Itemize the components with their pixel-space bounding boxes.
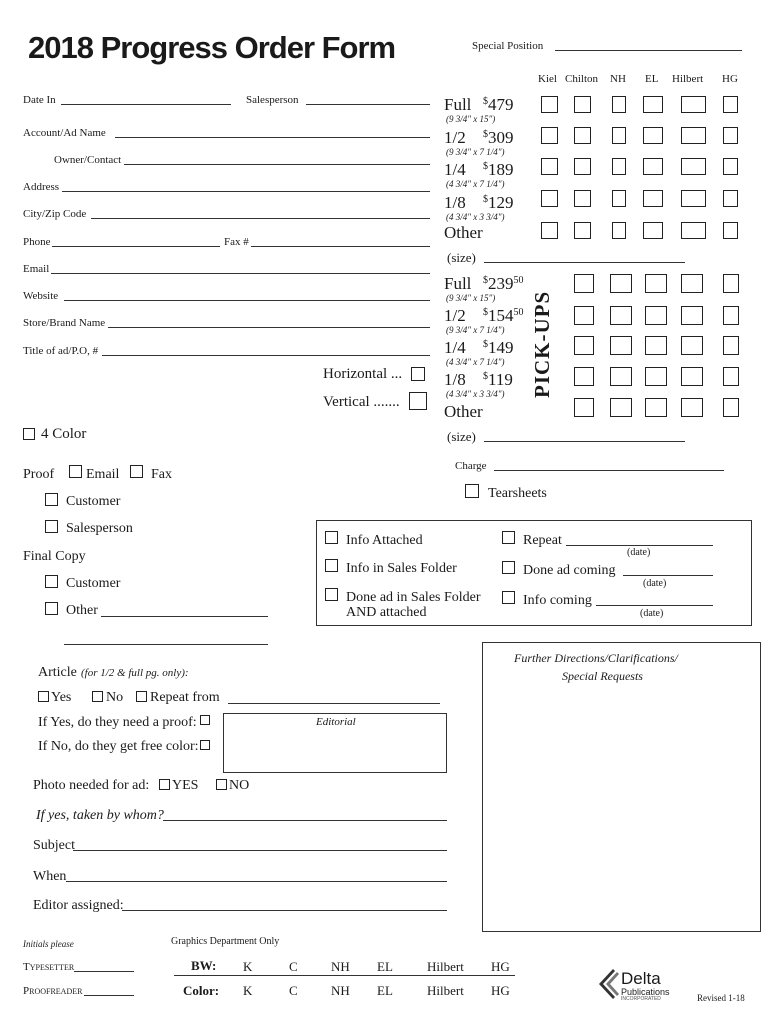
- title-ad-label: Title of ad/P.O, #: [23, 345, 99, 357]
- article-note: (for 1/2 & full pg. only):: [81, 667, 189, 679]
- main-checkbox-r1-chilton[interactable]: [574, 127, 591, 144]
- tearsheets-checkbox[interactable]: [465, 484, 479, 498]
- final-copy-label: Final Copy: [23, 549, 86, 564]
- pickup-size-2: 1/4: [444, 338, 466, 357]
- pickup-price-cents-0: 50: [513, 275, 524, 286]
- pickup-price-amount-3: 119: [488, 370, 513, 389]
- pickup-checkbox-r1-kiel[interactable]: [574, 306, 594, 325]
- title-ad-field[interactable]: [102, 355, 430, 356]
- proofreader-label: Proofreader: [23, 985, 83, 997]
- pickup-checkbox-r2-kiel[interactable]: [574, 336, 594, 355]
- pickup-price-dollar-3: $: [483, 371, 488, 382]
- main-checkbox-r0-hilbert[interactable]: [681, 96, 706, 113]
- main-checkbox-r0-nh[interactable]: [612, 96, 626, 113]
- size-main-label: (size): [447, 250, 476, 265]
- proofreader-field[interactable]: [84, 995, 134, 996]
- subject-field[interactable]: [73, 850, 447, 851]
- main-checkbox-r1-kiel[interactable]: [541, 127, 558, 144]
- pickup-size-0: Full: [444, 274, 472, 293]
- main-checkbox-r3-chilton[interactable]: [574, 190, 591, 207]
- main-size-0: Full: [444, 95, 472, 114]
- main-checkbox-r4-hg[interactable]: [723, 222, 738, 239]
- main-size-1: 1/2: [444, 128, 466, 147]
- pickup-price-amount-0: 239: [488, 274, 514, 293]
- done-ad-coming-label: Done ad coming: [523, 563, 616, 578]
- fax-field[interactable]: [251, 246, 430, 247]
- size-main-field[interactable]: [484, 262, 685, 263]
- info-coming-date-label: (date): [640, 608, 664, 619]
- store-label: Store/Brand Name: [23, 317, 106, 329]
- main-checkbox-r2-hilbert[interactable]: [681, 158, 706, 175]
- editor-assigned-label: Editor assigned:: [33, 898, 124, 913]
- proof-salesperson-label: Salesperson: [66, 521, 133, 536]
- main-checkbox-r4-hilbert[interactable]: [681, 222, 706, 239]
- four-color-checkbox[interactable]: [23, 428, 35, 440]
- photo-yes-checkbox[interactable]: [159, 779, 170, 790]
- main-price-3: [483, 193, 514, 213]
- proof-fax-label: Fax: [151, 467, 172, 482]
- pickups-label: PICK-UPS: [530, 290, 554, 398]
- bw-col-hilbert[interactable]: Hilbert: [427, 959, 464, 974]
- final-extra-field[interactable]: [64, 644, 268, 645]
- pickup-price-3: [483, 370, 513, 390]
- done-ad-coming-field[interactable]: [623, 575, 713, 576]
- main-checkbox-r0-el[interactable]: [643, 96, 663, 113]
- photo-no-checkbox[interactable]: [216, 779, 227, 790]
- article-yes-checkbox[interactable]: [38, 691, 49, 702]
- charge-field[interactable]: [494, 470, 724, 471]
- address-field[interactable]: [62, 191, 430, 192]
- main-checkbox-r3-el[interactable]: [643, 190, 663, 207]
- pickup-checkbox-r2-hilbert[interactable]: [723, 336, 739, 355]
- bw-col-hg[interactable]: HG: [491, 959, 510, 974]
- when-label: When: [33, 869, 67, 884]
- article-yes-label: Yes: [51, 690, 72, 705]
- main-size-3: 1/8: [444, 193, 466, 212]
- main-checkbox-r1-el[interactable]: [643, 127, 663, 144]
- website-label: Website: [23, 290, 59, 302]
- done-ad-folder-label-2: AND attached: [346, 605, 427, 620]
- editorial-label: Editorial: [316, 716, 356, 728]
- cityzip-label: City/Zip Code: [23, 208, 87, 220]
- main-checkbox-r3-kiel[interactable]: [541, 190, 558, 207]
- fax-label: Fax #: [224, 236, 249, 248]
- color-col-el[interactable]: EL: [377, 983, 393, 998]
- info-coming-label: Info coming: [523, 593, 592, 608]
- pickup-checkbox-r1-chilton[interactable]: [610, 306, 632, 325]
- if-yes-proof-label: If Yes, do they need a proof:: [38, 715, 197, 730]
- size-pickup-label: (size): [447, 429, 476, 444]
- main-price-amount-3: 129: [488, 193, 514, 212]
- pickup-checkbox-r3-el[interactable]: [681, 367, 703, 386]
- pickup-checkbox-r4-kiel[interactable]: [574, 398, 594, 417]
- pickup-checkbox-r3-hilbert[interactable]: [723, 367, 739, 386]
- main-checkbox-r2-el[interactable]: [643, 158, 663, 175]
- main-checkbox-r2-hg[interactable]: [723, 158, 738, 175]
- email-field[interactable]: [51, 273, 430, 274]
- article-no-checkbox[interactable]: [92, 691, 103, 702]
- pickup-checkbox-r0-nh[interactable]: [645, 274, 667, 293]
- special-position-field[interactable]: [555, 50, 742, 51]
- size-pickup-field[interactable]: [484, 441, 685, 442]
- pickup-size-3: 1/8: [444, 370, 466, 389]
- col-kiel: Kiel: [538, 73, 557, 85]
- charge-label: Charge: [455, 460, 487, 472]
- color-label: Color:: [183, 983, 220, 998]
- proof-label: Proof: [23, 467, 55, 482]
- done-ad-coming-date-label: (date): [643, 578, 667, 589]
- account-field[interactable]: [115, 137, 430, 138]
- pickup-checkbox-r4-hilbert[interactable]: [723, 398, 739, 417]
- color-col-hilbert[interactable]: Hilbert: [427, 983, 464, 998]
- pickup-price-1: [483, 306, 524, 326]
- bw-label: BW:: [191, 958, 217, 973]
- proof-email-checkbox[interactable]: [69, 465, 82, 478]
- pickup-checkbox-r3-chilton[interactable]: [610, 367, 632, 386]
- pickup-price-cents-1: 50: [513, 307, 524, 318]
- col-el: EL: [645, 73, 659, 85]
- main-checkbox-r0-chilton[interactable]: [574, 96, 591, 113]
- delta-logo-inc: INCORPORATED: [621, 996, 661, 1002]
- pickup-dims-1: (9 3/4" x 7 1/4"): [446, 325, 505, 335]
- pickup-dims-3: (4 3/4" x 3 3/4"): [446, 389, 505, 399]
- done-ad-folder-checkbox[interactable]: [325, 588, 338, 601]
- editor-assigned-field[interactable]: [122, 910, 447, 911]
- photo-no-label: NO: [229, 778, 250, 793]
- bw-col-c[interactable]: C: [289, 959, 298, 974]
- main-checkbox-r1-hg[interactable]: [723, 127, 738, 144]
- pickup-price-amount-2: 149: [488, 338, 514, 357]
- col-hilbert: Hilbert: [672, 73, 704, 85]
- final-customer-label: Customer: [66, 576, 121, 591]
- pickup-price-dollar-0: $: [483, 275, 488, 286]
- pickup-checkbox-r3-nh[interactable]: [645, 367, 667, 386]
- col-chilton: Chilton: [565, 73, 599, 85]
- main-price-dollar-2: $: [483, 161, 488, 172]
- pickup-checkbox-r1-el[interactable]: [681, 306, 703, 325]
- main-price-amount-2: 189: [488, 160, 514, 179]
- main-checkbox-r1-nh[interactable]: [612, 127, 626, 144]
- done-ad-folder-label-1: Done ad in Sales Folder: [346, 590, 481, 605]
- col-hg: HG: [722, 73, 738, 85]
- pickup-checkbox-r4-el[interactable]: [681, 398, 703, 417]
- pickup-checkbox-r0-hilbert[interactable]: [723, 274, 739, 293]
- main-price-amount-0: 479: [488, 95, 514, 114]
- main-checkbox-r4-chilton[interactable]: [574, 222, 591, 239]
- horizontal-label: Horizontal ...: [323, 366, 403, 382]
- main-checkbox-r4-el[interactable]: [643, 222, 663, 239]
- main-dims-0: (9 3/4" x 15"): [446, 114, 496, 124]
- repeat-from-label: Repeat from: [150, 690, 220, 705]
- repeat-label: Repeat: [523, 533, 562, 548]
- phone-label: Phone: [23, 236, 51, 248]
- vertical-checkbox[interactable]: [409, 392, 427, 410]
- main-checkbox-r4-kiel[interactable]: [541, 222, 558, 239]
- proof-salesperson-checkbox[interactable]: [45, 520, 58, 533]
- store-field[interactable]: [108, 327, 430, 328]
- main-checkbox-r3-nh[interactable]: [612, 190, 626, 207]
- date-in-field[interactable]: [61, 104, 231, 105]
- proof-email-label: Email: [86, 467, 120, 482]
- pickup-checkbox-r4-nh[interactable]: [645, 398, 667, 417]
- info-sales-folder-checkbox[interactable]: [325, 559, 338, 572]
- pickup-size-1: 1/2: [444, 306, 466, 325]
- main-checkbox-r2-chilton[interactable]: [574, 158, 591, 175]
- graphics-divider: [174, 975, 515, 976]
- further-directions-title-1: Further Directions/Clarifications/: [514, 651, 678, 665]
- delta-logo: [593, 966, 693, 1002]
- color-col-hg[interactable]: HG: [491, 983, 510, 998]
- delta-logo-name: Delta: [621, 969, 661, 988]
- article-label: Article: [38, 665, 77, 680]
- revised-label: Revised 1-18: [697, 993, 745, 1003]
- account-label: Account/Ad Name: [23, 127, 106, 139]
- color-col-k[interactable]: K: [243, 983, 253, 998]
- repeat-date-field[interactable]: [566, 545, 713, 546]
- main-checkbox-r3-hg[interactable]: [723, 190, 738, 207]
- website-field[interactable]: [64, 300, 430, 301]
- special-position-label: Special Position: [472, 40, 544, 52]
- pickup-dims-2: (4 3/4" x 7 1/4"): [446, 357, 505, 367]
- salesperson-label: Salesperson: [246, 94, 299, 106]
- main-price-dollar-3: $: [483, 194, 488, 205]
- repeat-checkbox[interactable]: [502, 531, 515, 544]
- bw-col-el[interactable]: EL: [377, 959, 393, 974]
- further-directions-box[interactable]: [482, 642, 761, 932]
- bw-col-k[interactable]: K: [243, 959, 253, 974]
- main-dims-2: (4 3/4" x 7 1/4"): [446, 179, 505, 189]
- pickup-dims-0: (9 3/4" x 15"): [446, 293, 496, 303]
- color-col-c[interactable]: C: [289, 983, 298, 998]
- main-price-dollar-0: $: [483, 96, 488, 107]
- final-other-checkbox[interactable]: [45, 602, 58, 615]
- bw-col-nh[interactable]: NH: [331, 959, 350, 974]
- when-field[interactable]: [66, 881, 447, 882]
- main-checkbox-r2-nh[interactable]: [612, 158, 626, 175]
- final-other-label: Other: [66, 603, 98, 618]
- main-checkbox-r0-kiel[interactable]: [541, 96, 558, 113]
- main-dims-3: (4 3/4" x 3 3/4"): [446, 212, 505, 222]
- vertical-label: Vertical .......: [323, 394, 400, 410]
- pickup-checkbox-r2-nh[interactable]: [645, 336, 667, 355]
- typesetter-label: Typesetter: [23, 961, 75, 973]
- if-yes-proof-checkbox[interactable]: [200, 715, 210, 725]
- initials-label: Initials please: [23, 939, 74, 949]
- pickup-checkbox-r3-kiel[interactable]: [574, 367, 594, 386]
- main-price-0: [483, 95, 514, 115]
- salesperson-field[interactable]: [306, 104, 430, 105]
- article-repeat-checkbox[interactable]: [136, 691, 147, 702]
- pickup-checkbox-r1-nh[interactable]: [645, 306, 667, 325]
- phone-field[interactable]: [52, 246, 220, 247]
- info-attached-checkbox[interactable]: [325, 531, 338, 544]
- delta-logo-sub: Publications: [621, 987, 670, 997]
- four-color-label: 4 Color: [41, 426, 87, 442]
- page-title: 2018 Progress Order Form: [28, 30, 396, 65]
- taken-by-field[interactable]: [163, 820, 447, 821]
- main-price-amount-1: 309: [488, 128, 514, 147]
- pickup-checkbox-r1-hilbert[interactable]: [723, 306, 739, 325]
- repeat-date-label: (date): [627, 547, 651, 558]
- final-customer-checkbox[interactable]: [45, 575, 58, 588]
- main-size-2: 1/4: [444, 160, 466, 179]
- cityzip-field[interactable]: [91, 218, 430, 219]
- main-price-2: [483, 160, 514, 180]
- main-checkbox-r0-hg[interactable]: [723, 96, 738, 113]
- main-checkbox-r2-kiel[interactable]: [541, 158, 558, 175]
- further-directions-title-2: Special Requests: [562, 669, 643, 683]
- pickup-price-amount-1: 154: [488, 306, 514, 325]
- pickup-checkbox-r4-chilton[interactable]: [610, 398, 632, 417]
- if-no-color-checkbox[interactable]: [200, 740, 210, 750]
- proof-fax-checkbox[interactable]: [130, 465, 143, 478]
- info-coming-checkbox[interactable]: [502, 591, 515, 604]
- typesetter-field[interactable]: [74, 971, 134, 972]
- main-checkbox-r4-nh[interactable]: [612, 222, 626, 239]
- info-attached-label: Info Attached: [346, 533, 423, 548]
- proof-customer-checkbox[interactable]: [45, 493, 58, 506]
- info-coming-field[interactable]: [596, 605, 713, 606]
- final-other-field[interactable]: [101, 616, 268, 617]
- proof-customer-label: Customer: [66, 494, 121, 509]
- horizontal-checkbox[interactable]: [411, 367, 425, 381]
- pickup-price-dollar-2: $: [483, 339, 488, 350]
- owner-label: Owner/Contact: [54, 154, 122, 166]
- pickup-price-0: [483, 274, 524, 294]
- col-nh: NH: [610, 73, 626, 85]
- address-label: Address: [23, 181, 60, 193]
- graphics-dept-label: Graphics Department Only: [171, 936, 280, 947]
- main-dims-1: (9 3/4" x 7 1/4"): [446, 147, 505, 157]
- photo-yes-label: YES: [172, 778, 199, 793]
- main-checkbox-r3-hilbert[interactable]: [681, 190, 706, 207]
- photo-needed-label: Photo needed for ad:: [33, 778, 150, 793]
- pickup-checkbox-r0-chilton[interactable]: [610, 274, 632, 293]
- repeat-from-field[interactable]: [228, 703, 440, 704]
- owner-field[interactable]: [124, 164, 430, 165]
- other-pickup-label: Other: [444, 402, 483, 421]
- subject-label: Subject: [33, 838, 75, 853]
- if-no-color-label: If No, do they get free color:: [38, 739, 199, 754]
- pickup-checkbox-r0-el[interactable]: [681, 274, 703, 293]
- other-main-label: Other: [444, 223, 483, 242]
- main-checkbox-r1-hilbert[interactable]: [681, 127, 706, 144]
- date-in-label: Date In: [23, 94, 56, 106]
- pickup-price-dollar-1: $: [483, 307, 488, 318]
- info-sales-folder-label: Info in Sales Folder: [346, 561, 457, 576]
- email-label: Email: [23, 263, 50, 275]
- color-col-nh[interactable]: NH: [331, 983, 350, 998]
- article-no-label: No: [106, 690, 124, 705]
- pickup-checkbox-r0-kiel[interactable]: [574, 274, 594, 293]
- pickup-price-2: [483, 338, 514, 358]
- done-ad-coming-checkbox[interactable]: [502, 561, 515, 574]
- main-price-dollar-1: $: [483, 129, 488, 140]
- main-price-1: [483, 128, 514, 148]
- pickup-checkbox-r2-chilton[interactable]: [610, 336, 632, 355]
- taken-by-label: If yes, taken by whom?: [36, 808, 164, 823]
- pickup-checkbox-r2-el[interactable]: [681, 336, 703, 355]
- delta-logo-icon: [593, 966, 621, 1002]
- tearsheets-label: Tearsheets: [488, 486, 547, 501]
